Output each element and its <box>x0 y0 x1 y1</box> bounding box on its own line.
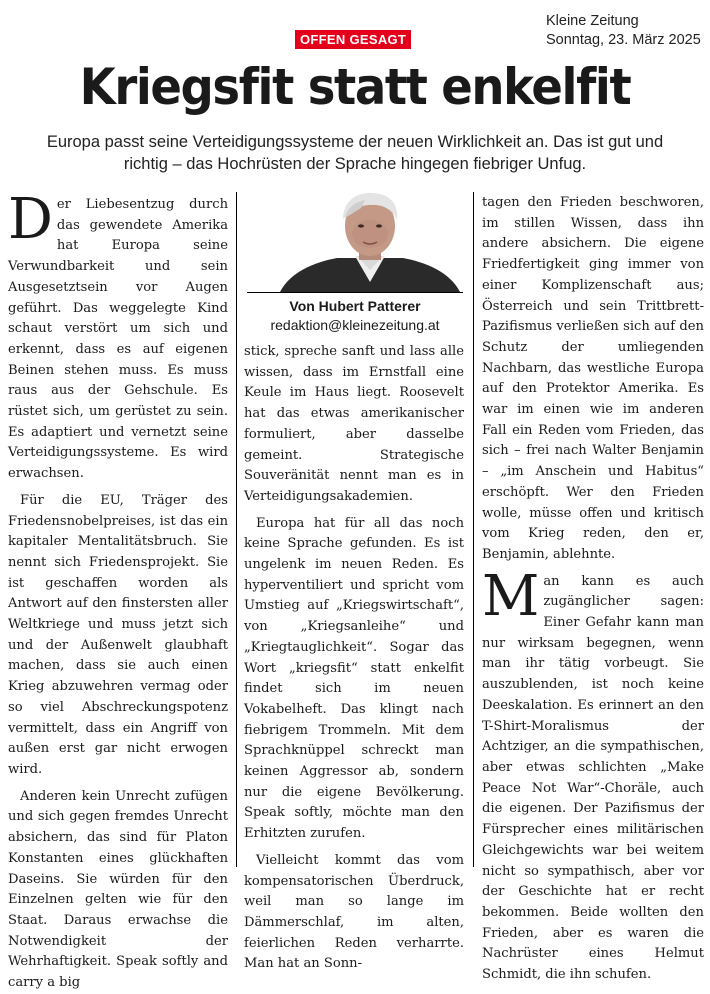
paragraph: Vielleicht kommt das vom kompensatorischen Überdruck, weil man so lange im Dämmerschlaf, im alten, feierlichen Reden verharrte. Man hat an Sonn- <box>244 852 464 972</box>
newspaper-name: Kleine Zeitung <box>546 13 639 29</box>
paragraph: Der Liebesentzug durch das gewendete Amerika hat Europa seine Verwundbarkeit und sein Ausgesetztsein vor Augen geführt. Das weggelegte Kind schaut verstört um sich und erkennt, dass es auf eigenen Beinen stehen muss. Es muss raus aus der Gehschule. Es rüstet sich, um gerüstet zu sein. Es adaptiert und vernetzt seine Verteidigungssysteme. Es wird erwachsen. <box>8 187 228 482</box>
headline: Kriegsfit statt enkelfit <box>79 58 631 116</box>
paragraph: Man kann es auch zugänglicher sagen: Einer Gefahr kann man nur wirksam begegnen, wenn man ihr tätig vorbeugt. Sie auszublenden, ist noch keine Deeskalation. Es erinnert an den T-Shirt-Moralismus der Achtziger, an die sympathischen, aber etwas schlichten „Make Peace Not War“-Choräle, auch die eigenen. Der Pazifismus der Fürsprecher eines militärischen Gleichgewichts war bei weitem nicht so sympathisch, aber vor der Geschichte hat er recht bekommen. Beide wollten den Frieden, aber es waren die Nachrüster eines Helmut Schmidt, die ihn schufen. <box>482 563 704 983</box>
kicker-label: OFFEN GESAGT <box>295 30 411 49</box>
drop-cap: M <box>482 563 540 629</box>
column-rule <box>473 192 474 867</box>
article-column-2 <box>244 342 464 975</box>
author-name: Von Hubert Patterer <box>289 298 421 314</box>
author-portrait <box>275 190 465 292</box>
drop-cap: D <box>8 187 53 252</box>
issue-date: Sonntag, 23. März 2025 <box>546 32 701 48</box>
article-column-3 <box>482 193 704 986</box>
masthead <box>546 12 701 50</box>
lead-paragraph: Europa passt seine Verteidigungssysteme der neuen Wirklichkeit an. Das ist gut und richtig – das Hochrüsten der Sprache hingegen fiebriger Unfug. <box>46 133 664 173</box>
paragraph: tagen den Frieden beschworen, im stillen Wissen, dass ihn andere absichern. Die eigene Friedfertigkeit ging immer von einer Komplizenschaft aus; Österreich und sein Trittbrett-Pazifismus verließen sich auf den Schutz der umliegenden Nachbarn, das westliche Europa auf den Protektor Amerika. Es war im einen wie im anderen Fall ein Reden vom Frieden, das sich – frei nach Walter Benjamin – „im Anschein und Habitus“ erschöpft. Wer den Frieden wolle, müsse offen und kritisch vom Krieg reden, den er, Benjamin, ablehnte. <box>482 195 704 562</box>
paragraph: Anderen kein Unrecht zufügen und sich gegen fremdes Unrecht absichern, das sind für Platon Konstanten eines glückhaften Daseins. Sie würden für den Einzelnen gelten wie für den Staat. Daraus erwachse die Notwendigkeit der Wehrhaftigkeit. Speak softly and carry a big <box>8 788 228 991</box>
byline-rule <box>247 292 463 293</box>
author-email: redaktion@kleinezeitung.at <box>270 317 440 333</box>
paragraph: Für die EU, Träger des Friedensnobelpreises, ist das ein kapitaler Mentalitätsbruch. Sie nennt sich Friedensprojekt. Sie ist geschaffen worden als Antwort auf den finstersten aller Weltkriege und muss jetzt sich und der Außenwelt glaubhaft machen, dass sie auch einen Krieg abzuwehren vermag oder so viel Abschreckungspotenz vermittelt, dass ein Angriff von außen erst gar nicht erwogen wird. <box>8 492 228 777</box>
paragraph: stick, spreche sanft und lass alle wissen, dass im Ernstfall eine Keule im Haus liegt. Roosevelt hat das etwas amerikanischer formuliert, aber dasselbe gemeint. Strategische Souveränität nennt man es in Verteidigungsakademien. <box>244 344 464 504</box>
column-rule <box>236 192 237 867</box>
article-column-1 <box>8 187 228 994</box>
portrait-image <box>275 190 465 292</box>
byline <box>247 297 463 335</box>
paragraph: Europa hat für all das noch keine Sprache gefunden. Es ist ungelenk im neuen Reden. Es hyperventiliert und spricht vom Umstieg auf „Kriegswirtschaft“, von „Kriegsanleihe“ und „Kriegtauglichkeit“. Sogar das Wort „kriegsfit“ statt enkelfit findet sich im neuen Vokabelheft. Das klingt nach fiebrigem Trommeln. Mit dem Sprachknüppel schreckt man keinen Aggressor ab, sondern nur die eigene Bevölkerung. Speak softly, möchte man den Erhitzten zurufen. <box>244 515 464 842</box>
